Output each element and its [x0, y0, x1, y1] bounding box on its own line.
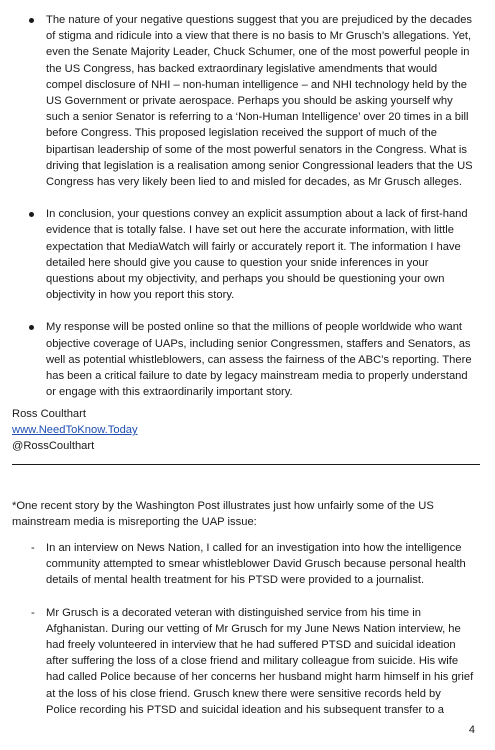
- bullet-text: The nature of your negative questions suggest that you are prejudiced by the decades of stigma and ridicule into a view that there is no basis to Mr Grusch’s allegations. Yet, even the Senate Majority Leader, Chuck Schumer, one of the most powerful people in the US Congress, has backed extraordinary legislative amendments that would compel disclosure of NHI – non-human intelligence – and NHI technology held by the US Government or private aerospace. Perhaps you should be asking yourself why such a senior Senator is referring to a ‘Non-Human Intelligence’ over 20 times in a bill before Congress. This proposed legislation received the support of much of the bipartisan leadership of some of the most powerful senators in the Congress. What is driving that legislation is a realisation among senior Congressional leaders that the US Congress has very likely been lied to and misled for decades, as Mr Grusch alleges.: [46, 14, 473, 189]
- list-item: [12, 206, 474, 303]
- dash-icon: -: [31, 606, 35, 619]
- list-item: [12, 319, 474, 400]
- bullet-icon: [29, 325, 34, 330]
- page-number: 4: [468, 724, 475, 736]
- social-handle: @RossCoulthart: [12, 440, 95, 453]
- footnote-intro: *One recent story by the Washington Post illustrates just how unfairly some of the US mainstream media is misreporting the UAP issue:: [12, 500, 434, 529]
- list-item: [12, 12, 474, 190]
- footnote-item-text: In an interview on News Nation, I called for an investigation into how the intelligence community attempted to smear whistleblower David Grusch because personal health details of mental health treatment for his PTSD were provided to a journalist.: [46, 542, 466, 587]
- footnote-list: [12, 540, 474, 734]
- bullet-text: My response will be posted online so that the millions of people worldwide who want objective coverage of UAPs, including senior Congressmen, staffers and Senators, as well as potential whistleblowers, can assess the fairness of the ABC’s reporting. There has been a critical failure to date by legacy mainstream media to properly understand or engage with this extraordinarily important story.: [46, 321, 472, 399]
- website-link[interactable]: www.NeedToKnow.Today: [12, 424, 138, 437]
- divider: [12, 464, 480, 465]
- list-item: [12, 605, 474, 718]
- author-name: Ross Coulthart: [12, 408, 86, 420]
- signature-block: [12, 406, 472, 455]
- footnote-item-text: Mr Grusch is a decorated veteran with distinguished service from his time in Afghanistan. During our vetting of Mr Grusch for my June News Nation interview, he had freely volunteered in interview that he had suffered PTSD and suicidal ideation after suffering the loss of a close friend and military colleague from suicide. His wife had called Police because of her concerns her husband might harm himself in his grief at the loss of his close friend. Grusch knew there were sensitive records held by Police recording his PTSD and suicidal ideation and his subsequent transfer to a: [46, 606, 474, 716]
- bullet-icon: [29, 212, 34, 217]
- list-item: [12, 540, 474, 589]
- bullet-icon: [29, 18, 34, 23]
- dash-icon: -: [31, 542, 35, 554]
- bullet-text: In conclusion, your questions convey an explicit assumption about a lack of first-hand evidence that is totally false. I have set out here the accurate information, with little expectation that MediaWatch will fairly or accurately report it. The information I have detailed here should give you cause to question your snide inferences in your questions about my objectivity, and perhaps you should be questioning your own objectivity in how you report this story.: [46, 208, 468, 302]
- bullet-list: [12, 12, 474, 416]
